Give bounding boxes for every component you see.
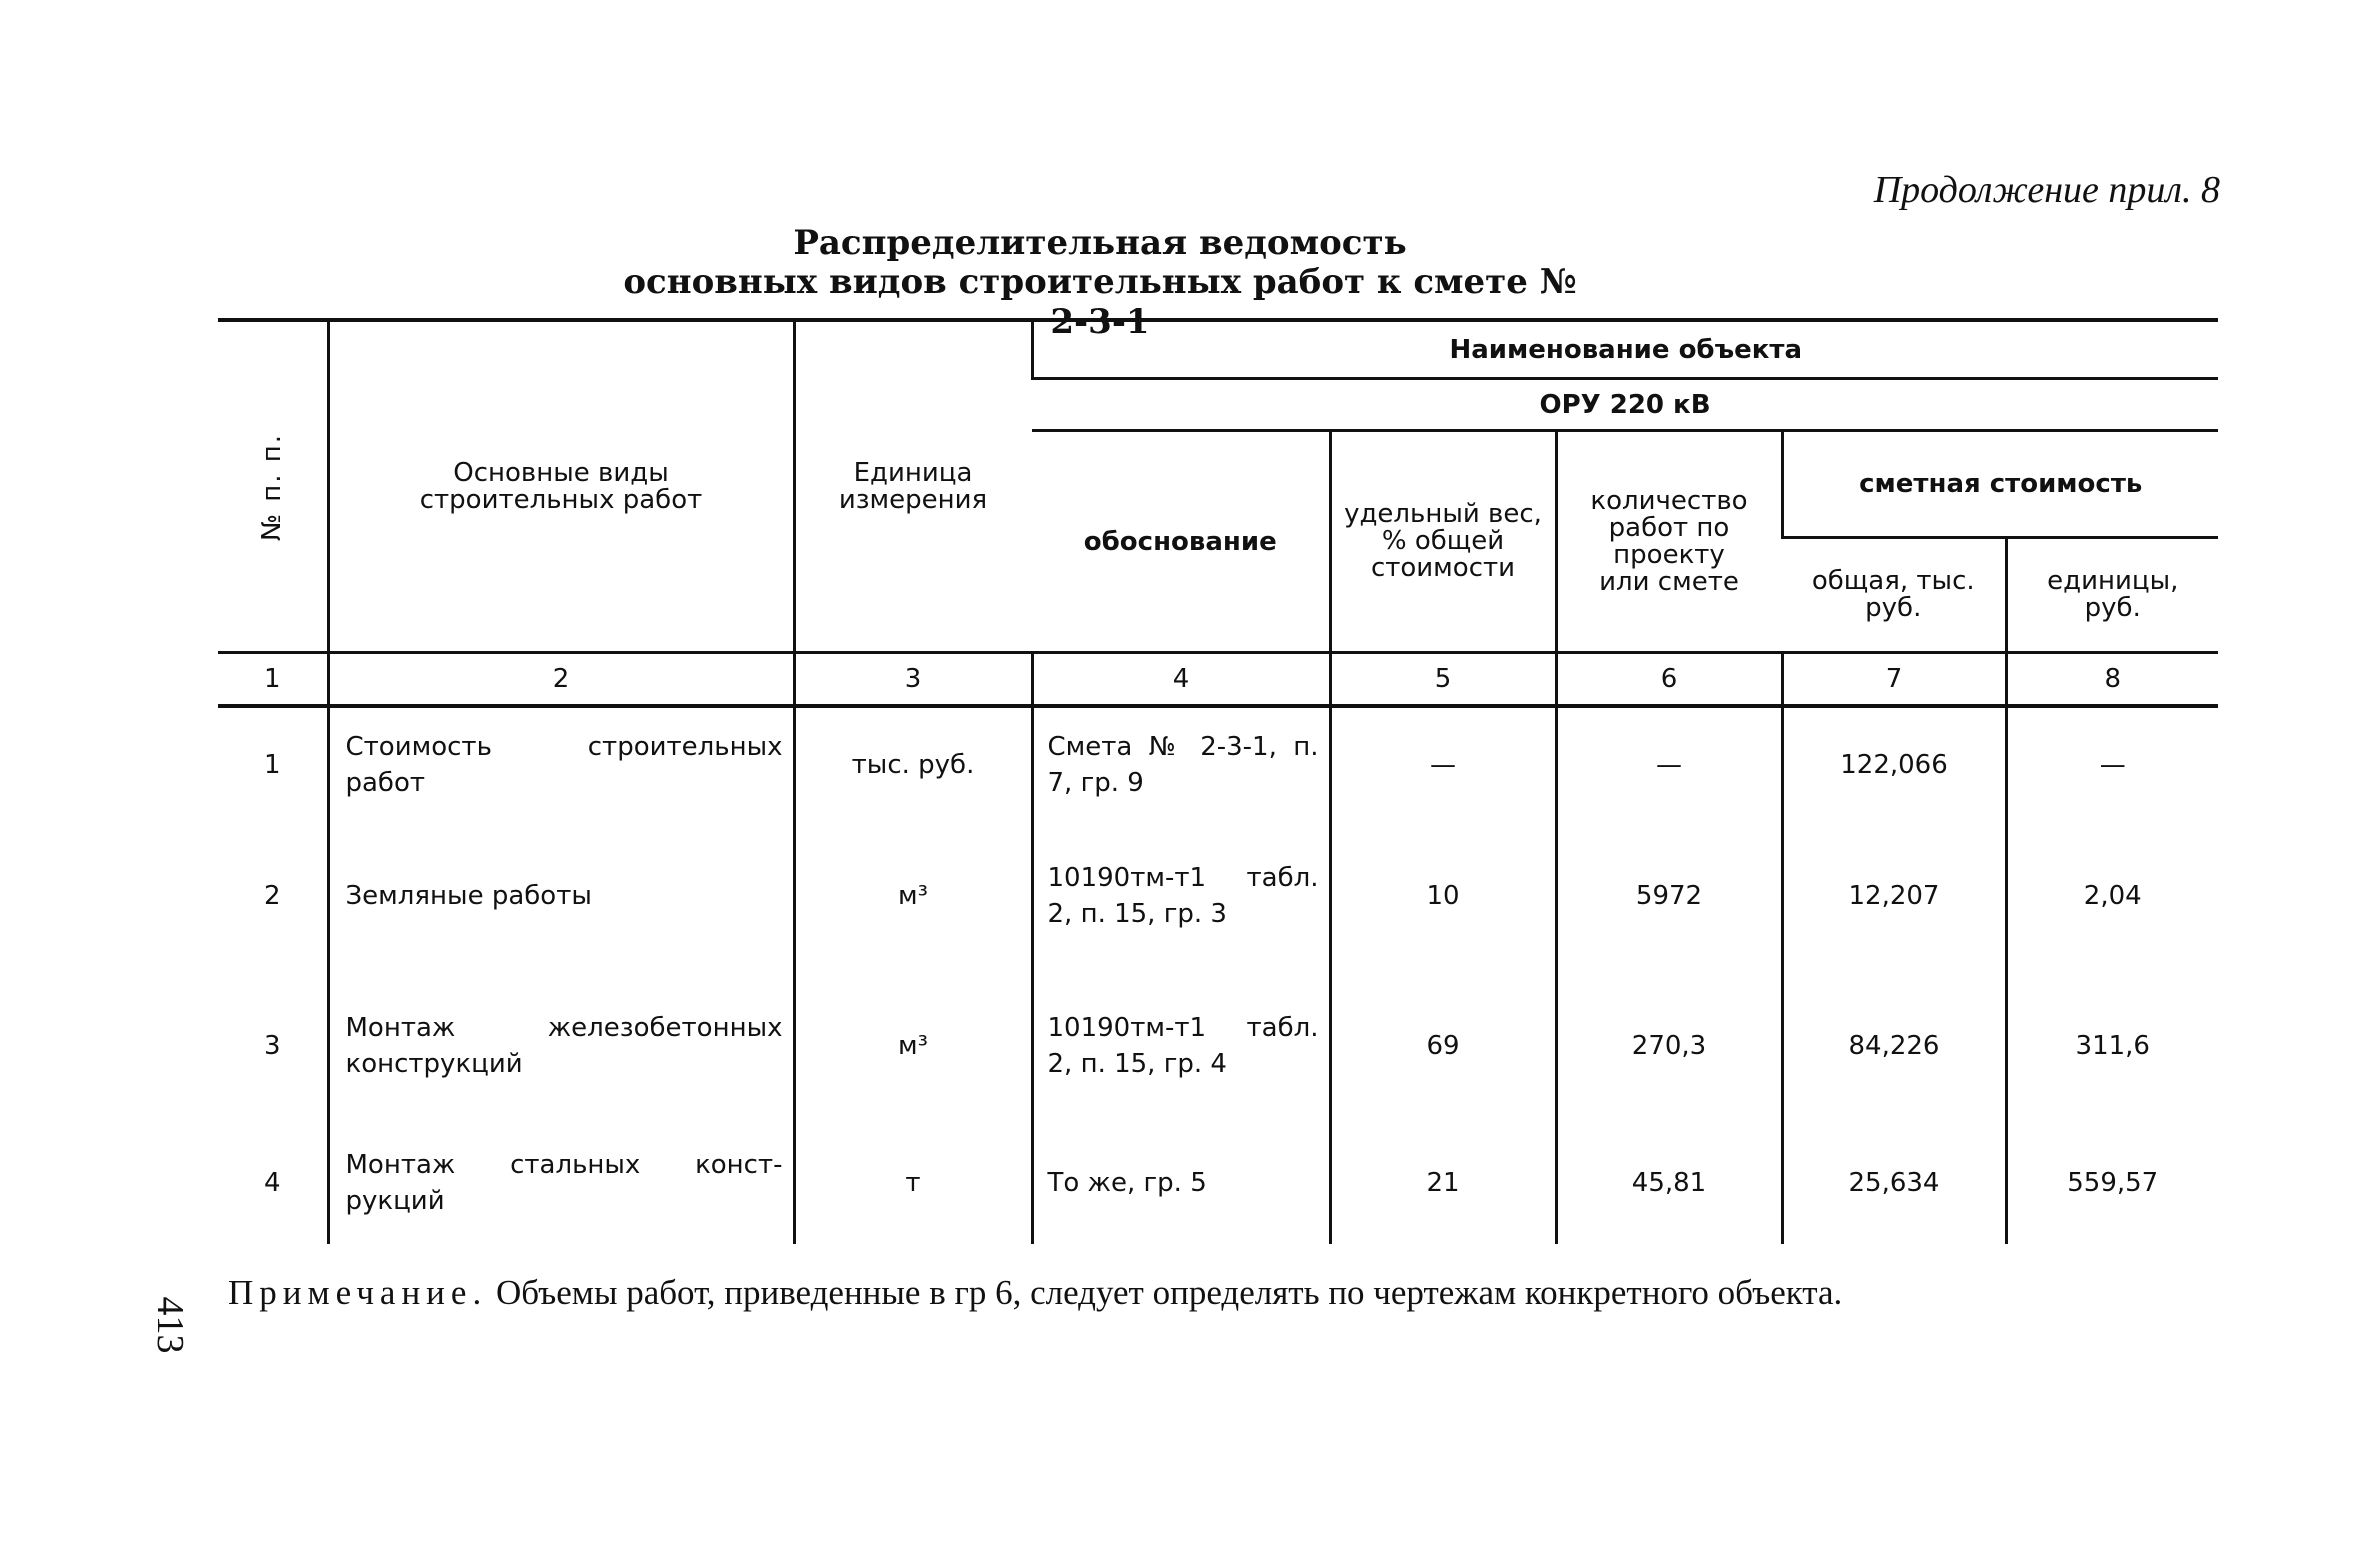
footnote-text: Объемы работ, приведенные в гр 6, следует определять по чертежам конкретного объекта. (495, 1273, 1843, 1312)
col-num-8: 8 (2006, 653, 2218, 707)
footnote (228, 1274, 2226, 1312)
header-quantity (1556, 431, 1782, 653)
header-num-label: № п. п. (257, 432, 288, 541)
header-object-name: Наименование объекта (1032, 320, 2218, 379)
row-unit: м³ (794, 821, 1032, 970)
document-title-line-2: основных видов строительных работ к смете № 2-3-1 (623, 262, 1577, 342)
row-num: 3 (263, 1031, 281, 1062)
col-num-2: 2 (328, 653, 794, 707)
col-num-3: 3 (794, 653, 1032, 707)
footnote-label: Примечание. (228, 1273, 488, 1312)
header-basis: обоснование (1083, 526, 1277, 557)
continuation-label: Продолжение прил. 8 (1873, 169, 2220, 211)
header-object: ОРУ 220 кВ (1032, 379, 2218, 431)
header-total (1782, 538, 2006, 653)
row-basis: Смета № 2-3-1, п. 7, гр. 9 (1032, 706, 1330, 821)
row-weight: 10 (1330, 821, 1556, 970)
document-title-line-1: Распределительная ведомость (793, 223, 1407, 263)
row-total: 84,226 (1782, 970, 2006, 1123)
col-num-1: 1 (218, 653, 328, 707)
header-num (218, 320, 328, 653)
row-num: 1 (263, 749, 281, 780)
row-unit: т (794, 1123, 1032, 1244)
row-unit: м³ (794, 970, 1032, 1123)
row-quantity: 5972 (1556, 821, 1782, 970)
table-row (218, 821, 2218, 970)
row-quantity: 45,81 (1556, 1123, 1782, 1244)
table-row (218, 1123, 2218, 1244)
col-num-7: 7 (1782, 653, 2006, 707)
row-weight: 69 (1330, 970, 1556, 1123)
row-quantity: 270,3 (1556, 970, 1782, 1123)
row-unit: тыс. руб. (794, 706, 1032, 821)
header-work-type-label: Основные виды строительных работ (419, 457, 703, 515)
column-number-row (218, 653, 2218, 707)
row-basis: 10190тм-т1 табл. 2, п. 15, гр. 4 (1032, 970, 1330, 1123)
row-weight: — (1330, 706, 1556, 821)
col-num-4: 4 (1032, 653, 1330, 707)
header-work-type (328, 320, 794, 653)
row-total: 12,207 (1782, 821, 2006, 970)
header-weight-label: удельный вес, % общей стоимости (1344, 499, 1542, 584)
row-work: Стоимость строительных работ (328, 706, 794, 821)
header-unit (794, 320, 1032, 653)
header-unit-label: Единица измерения (838, 457, 988, 515)
row-work: Монтаж стальных конст-рукций (328, 1123, 794, 1244)
page-number: 413 (149, 1296, 191, 1354)
row-per-unit: 2,04 (2006, 821, 2218, 970)
col-num-6: 6 (1556, 653, 1782, 707)
row-work: Монтаж железобетонных конструкций (328, 970, 794, 1123)
row-per-unit: 311,6 (2006, 970, 2218, 1123)
row-per-unit: — (2006, 706, 2218, 821)
table-row (218, 970, 2218, 1123)
row-basis: То же, гр. 5 (1032, 1123, 1330, 1244)
header-total-label: общая, тыс. руб. (1811, 566, 1975, 624)
row-work: Земляные работы (328, 821, 794, 970)
row-total: 25,634 (1782, 1123, 2006, 1244)
header-per-unit (2006, 538, 2218, 653)
table-row (218, 706, 2218, 821)
row-num: 4 (263, 1168, 281, 1199)
row-num: 2 (263, 880, 281, 911)
row-total: 122,066 (1782, 706, 2006, 821)
distribution-table (218, 318, 2218, 1244)
header-cost: сметная стоимость (1782, 431, 2218, 538)
col-num-5: 5 (1330, 653, 1556, 707)
row-quantity: — (1556, 706, 1782, 821)
header-weight (1330, 431, 1556, 653)
row-weight: 21 (1330, 1123, 1556, 1244)
header-quantity-label: количество работ по проекту или смете (1590, 485, 1748, 597)
row-per-unit: 559,57 (2006, 1123, 2218, 1244)
header-per-unit-label: единицы, руб. (2047, 566, 2179, 624)
row-basis: 10190тм-т1 табл. 2, п. 15, гр. 3 (1032, 821, 1330, 970)
